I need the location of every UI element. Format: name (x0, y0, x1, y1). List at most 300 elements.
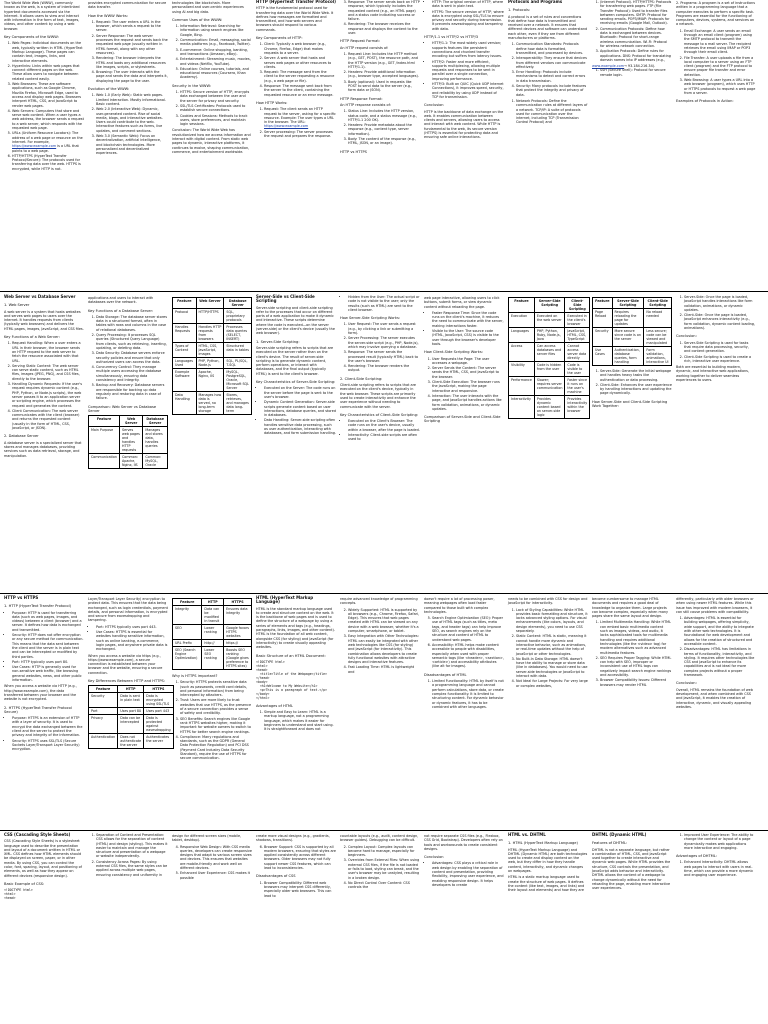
table-header: HTTP (118, 686, 144, 693)
panel-r1-c8 (592, 0, 672, 290)
paragraph: An HTTP response consists of: (340, 102, 391, 107)
list-item: 1. Communication Standards: Protocols define how data is formatted, transmitted, and processed by devices. (516, 42, 588, 55)
paragraph: web page interactive, allowing users to click buttons, submit forms, or view dynamic content without reloading the page. (424, 296, 500, 309)
item-list (508, 42, 588, 97)
panel-http-versions (424, 0, 504, 290)
item-list (676, 29, 756, 95)
http-https-list (424, 0, 504, 31)
list-item: 1. Status Line: Includes the HTTP version, status code, and a status message (e.g., HTTP/1.1 200 OK). (348, 109, 420, 122)
table-row (173, 625, 252, 640)
css-disadvantages-title: Disadvantages of CSS (256, 874, 296, 879)
table-cell: Lower ranking (202, 625, 224, 640)
table-row (173, 606, 252, 625)
panel-www (4, 0, 84, 290)
list-item: 3. Handling Dynamic Requests: If the user's request requires dynamic content (e.g., PHP, Python, or Node.js scripts), the web server passes it to an application server or scripting engine, which processes the request and generates the content. (12, 382, 84, 408)
list-item: 2. Communication Protocols: Define how data is exchanged between devices. Bluetooth: Protocol for short-range wireless communication. Wi-Fi: Protocol for wireless network connection. (600, 27, 672, 48)
server-side-works-title: How Server-Side Scripting Works: (340, 316, 401, 321)
database-server-title: 2. Database Server (4, 434, 39, 439)
table-cell: Example Software (173, 369, 197, 392)
list-item: 1. User Requests the Page: The user accesses a webpage. (432, 357, 504, 366)
section-css-dhtml (0, 833, 768, 1024)
list-item: 2. Serving Static Content: The web server can serve static content, such as HTML files, images (JPEG, PNG), and CSS files, directly to the browser. (12, 364, 84, 381)
list-item: 1. Browser Compatibility: Different web browsers may interpret CSS differently, especially older web browsers. This can lead to (264, 881, 336, 898)
list-item: • Use Cases: HTTP is generally used for non-sensitive web traffic, like browsing general websites, news, and other public information. (12, 665, 84, 682)
client-side-intro: Client-side scripting refers to scripts that are executed on the client's device, typically in the web browser. These scripts are primarily used to create interactivity and enhance the user experience without needing to communicate with the server. (340, 383, 416, 409)
table-cell: Integrity (173, 606, 202, 625)
table-header: Feature (89, 416, 120, 427)
paragraph: doesn't require a lot of processing power, meaning webpages often load faster compared to those built with complex technologies. (424, 597, 495, 614)
list-item: 3. Error Handling: Protocols include mechanisms to detect and correct errors in data transmission. (516, 70, 588, 83)
panel-www-uses (172, 0, 252, 290)
list-item: 2. File Transfer: A user uploads a file from a local computer to a server using an FTP client (program) and the FTP protocol to ensure proper file transfer and error detection. (684, 56, 756, 77)
http-https-title: HTTP vs HTTPS (4, 595, 39, 600)
list-item: 2. SEO Requires Proper Tagging: While HTML can help with SEO, improper or inconsistent use of HTML tags can negatively impact search engine rankings and accessibility. (600, 656, 672, 677)
client-side-works-title: How Client-Side Scripting Works: (424, 350, 483, 355)
database-server-intro: A database server is a specialized server that stores and manages databases, providing services such as data retrieval, storage, and manipulation. (4, 440, 82, 458)
example-url-link[interactable]: https://www.example.com (12, 144, 57, 149)
table-header: Feature (593, 298, 613, 309)
paragraph: HTML is a static markup language used to create the structure of web pages. It defines the content (like text, images, and links) and their layout and elements) and how they are (508, 875, 585, 893)
table-cell: Ensures data integrity (224, 606, 252, 625)
css-example-title: Basic Example of CSS: (4, 881, 45, 886)
paragraph: technologies like blockchain. More personalized and user-centric experiences using AI and big data. (172, 1, 244, 14)
list-item: 3. Data Security: Database servers enforce security policies and ensure that only authorized users can access the data. (96, 351, 168, 364)
list-item: 1. Advantages: HTML is essential for building webpages, offering simplicity, wide support, and the ability to integrate with other web technologies. It is foundational for web development and allows for the creation of structured and accessible content. (684, 616, 756, 646)
section-title: HTML vs. DHTML (508, 832, 546, 837)
list-item: 3. SEO Benefits: Search engines like Google rank HTTPS websites higher, making it important for website owners to switch to HTTPS for better search engine rankings. (180, 717, 252, 734)
list-item: 2. Client-Side: Once the page is loaded, JavaScript enhances interactivity (e.g., form validation, dynamic content loading, animations). (684, 313, 756, 330)
paragraph: When you access a website via HTTP (e.g., http://www.example.com), the data transferred between your browser and the website is not encrypted. (4, 684, 77, 702)
list-item: 4. No Direct Control Over Content: CSS controls the (348, 881, 420, 890)
table-row (89, 693, 174, 708)
list-item: 3. Browser Compatibility Issues: Different browsers may render HTML (600, 678, 672, 687)
list-item: • Security: HTTP does not offer encryption or any secure method for communication. This means that the data sent between the client and the server is in plain text and can be intercepted or modified by third parties. (12, 633, 84, 659)
panel-r4-c8 (592, 833, 672, 1024)
list-item: 6. Browser Support: CSS is supported by all modern browsers, ensuring that styles are applied consistently across different browsers. Older browsers may not fully support newer CSS features, which can lead to inconsistencies. (264, 845, 336, 871)
subsection-title: Advantages of DHTML: (676, 854, 717, 859)
table-header: Feature (509, 298, 535, 313)
table-header: HTTPS (144, 686, 173, 693)
item-list (676, 833, 756, 850)
table-header: Server-Side Scripting (534, 298, 564, 313)
html-structure-title: Basic Structure of an HTML Document: (256, 653, 326, 658)
www-evolution-title: Evolution of the WWW: (88, 87, 130, 92)
www-components-list (4, 41, 84, 171)
list-item: 2. Headers: Provide additional information (e.g., browser type, accepted languages). (348, 70, 420, 79)
http-response-parts (340, 109, 420, 145)
table-cell: SEO (173, 625, 202, 640)
table-cell: Common: MySQL, Oracle (143, 454, 168, 469)
html-advantages-list (256, 710, 336, 731)
list-item: 3. E-commerce: Online shopping, banking, and transactions (Amazon, eBay). (180, 48, 252, 57)
list-item: 2. Server Processing: The server executes the server-side script (e.g., PHP, Node.js), which may involve querying a database. (348, 336, 420, 349)
table-cell: Data can be modified in transit (202, 606, 224, 625)
subsection-title: Examples of Protocols in Action: (676, 99, 734, 104)
list-item: 3. No Built-In Data Storage: HTML doesn't have the ability to manage or store data (like in databases). You would need to use server-side technologies or JavaScript to interact with data. (516, 657, 588, 678)
list-item: 4. Responsive Web Design: With CSS media queries, developers can create responsive designs that adapt to various screen sizes and devices. This ensures that websites are mobile-friendly and work well on different devices. (180, 845, 252, 871)
http-versions-list (424, 41, 504, 99)
list-item: 3. Client-Side Execution: The browser runs the JavaScript, making the page interactive and responsive. (432, 380, 504, 393)
www-conclusion: Conclusion: The World Wide Web has revolutionized how we access information and interact with digital content. From static web pages to dynamic, interactive platforms, it continues to evolve, shaping communication, commerce, and entertainment worldwide. (172, 128, 251, 154)
panel-css-disadvantages-continued (340, 833, 420, 1024)
list-item: 1. Email Exchange: A user sends an email through an email client (program) using the SMTP protocol to transmit the message to a mail server. The recipient retrieves the email using IMAP or POP3 through their email client. (684, 29, 756, 55)
list-item (12, 131, 84, 152)
web-server-intro: A web server is a system that hosts websites and serves web pages to users over the internet. It handles requests from clients (typically web browsers) and delivers the HTML pages, images, JavaScript, and CSS files. (4, 309, 84, 331)
item-list (676, 616, 756, 677)
css-conclusion-title: Conclusion (424, 855, 444, 860)
list-item (264, 107, 336, 128)
panel-http-formats (340, 0, 420, 290)
panel-css-disadvantages (256, 833, 336, 1024)
list-item: 1. Security: HTTPS protects sensitive data (such as passwords, credit card details, and personal information) from being intercepted by attackers. (180, 680, 252, 697)
html-advantages-continued (340, 608, 420, 674)
table-header: Client-Side Scripting (565, 298, 590, 313)
list-item-text: is a URL that points to a web page. (12, 144, 79, 153)
table-header: Web Server (196, 298, 224, 309)
client-side-characteristics-title: Key Characteristics of Client-Side Scripting: (340, 412, 419, 417)
table-cell: HTTP/HTTPS (196, 309, 224, 324)
table-cell: More secure since code is on the server (612, 328, 644, 347)
table-cell: Less secure; code can be viewed and manipulated (644, 328, 672, 347)
list-item: 2. Complex Layout: Complex layouts can become hard to manage, especially for beginners. (348, 845, 420, 858)
example-url-link[interactable]: https://www.example.com (264, 124, 309, 129)
panel-css-conclusion (424, 833, 504, 1024)
http-steps-continued (340, 0, 420, 35)
paragraph: provides encrypted communication for secure data transfer. (88, 1, 167, 10)
paragraph: DHTML is not a separate language, but rather a combination of HTML, CSS, and JavaScript used together to create interactive and dynamic web pages. While HTML provides the structure, CSS controls the presentation, and JavaScript adds behavior and interactivity. DHTML allows the content of a webpage to change dynamically without the need for reloading the page, enabling more interactive user experiences. (592, 847, 671, 891)
table-cell: SQL, PL/SQL, T-SQL (224, 358, 252, 369)
conclusion: Both are essential to building modern, dynamic, and interactive web applications, working together to deliver seamless experiences to users. (676, 365, 750, 383)
list-item: 5. Education: Online courses, tutorials, and educational resources (Coursera, Khan Academy). (180, 67, 252, 80)
list-item: 1. Data Storage: The database server stores data in a structured format, often in tables with rows and columns in the case of relational databases. (96, 315, 168, 332)
list-item: 4. Compliance: Many regulations and standards, such as the GDPR (General Data Protection Regulation) and PCI DSS (Payment Card Industry Data Security Standard), require the use of HTTPS for secure communication. (180, 735, 252, 761)
list-item: 3. Overrides from External Files: When using external CSS files, if the file is not loaded or fails to load, styling can break, and the user's browser may be unstyled, resulting in a broken design. (348, 858, 420, 879)
item-list (592, 0, 672, 62)
www-components-title: Key Components of the WWW: (4, 35, 59, 40)
table-cell: Data is encrypted using SSL/TLS (144, 693, 173, 708)
table-cell: Executed in the client's browser (565, 313, 590, 328)
panel-html-advantages (340, 596, 420, 830)
list-item: 3. Body: The content of the response (e.g., HTML, JSON, or an image). (348, 137, 420, 146)
html-advantages-title: Advantages of HTML (256, 703, 294, 708)
table-cell: Provides dynamic content based on server-side logic (534, 396, 564, 419)
list-item: 5. Search Engine Optimization (SEO): Proper use of HTML tags (such as titles, meta tags, and header tags) can help improve SEO, as search engines rely on the structure and content of HTML to understand web pages. (432, 616, 504, 642)
table-cell: Does not authenticate the server (118, 734, 144, 749)
http-components-list (256, 42, 336, 97)
table-cell: Handles HTTP requests from browsers (196, 324, 224, 343)
list-item: 1. Server-Side: Once the page is loaded, JavaScript handles interactions like form validation, animations, or dynamic updates. (684, 295, 756, 312)
table-cell: Manages how data is served, no long-term storage (196, 392, 224, 415)
table-cell: SEO (Search Engine Optimization) (173, 647, 202, 670)
table-cell: Performance (509, 377, 535, 396)
table-header: Web Server (120, 416, 143, 427)
http-title: HTTP (HyperText Transfer Protocol) (256, 0, 336, 4)
table-cell: Code is visible to the user (565, 362, 590, 377)
list-item: • Purpose: HTTP is used for transferring data (such as web pages, images, and videos) between a client (browser) and a server. It defines how data is exchanged and transmitted. (12, 611, 84, 632)
http-request-format-title: HTTP Request Format: (340, 39, 380, 44)
panel-r4-c9 (676, 833, 756, 1024)
list-item: • Executed on the Server: The code runs on the server before the page is sent to the user's browser. (264, 386, 336, 399)
table-header: Feature (89, 686, 118, 693)
paragraph: When you access a website via https (e.g., https://www.example.com), a secure connection is established between your browser and the website, ensuring a secure connection. (88, 653, 163, 675)
list-item: 4. Interaction: The user interacts with the page, and JavaScript handles actions like form validation, animations, or dynamic updates. (432, 394, 504, 411)
scripting-title: Server-Side vs Client-Side Scripting (256, 294, 315, 304)
list-item: 1. SSH (Secure Shell): Protocol for secure remote login. (600, 68, 672, 77)
list-item-text: Request: The client sends an HTTP request to the server, asking for a specific resource. Example: The user types a URL in the browser. The URL: (264, 107, 336, 125)
list-item: 3. Easy Integration with Other Technologies: HTML can easily be integrated with other web technologies like CSS (for styling) and JavaScript (for interactivity). This combination allows developers to create fully functional websites with attractive designs and interactive features. (348, 634, 420, 664)
list-item: 1. Web 1.0 (Early Web): Static web pages. Limited interaction. Mostly informational. Basic content. (96, 93, 168, 106)
conclusion: Overall, HTML remains the foundation of web development, and when combined with CSS and JavaScript, it enables the creation of interactive, dynamic, and visually appealing websites. (676, 687, 753, 709)
http-vs-https-title: HTTP vs HTTPS (340, 149, 367, 154)
list-item: 1. Limited Functionality: HTML by itself is not a programming language and cannot perform calculations, store data, or create complex functionality. It is limited to structuring content. For dynamic behavior or dynamic features, it has to be combined with other languages. (432, 679, 504, 709)
table-cell: PHP, Python, Ruby, Node.js, Java (534, 328, 564, 343)
section-scripting-comparison (0, 295, 768, 595)
list-item: • Dynamic Content Generation: Server-side scripts generate content based on user interactions, database queries, and stored in databases. (264, 400, 336, 417)
table-cell: Lower SEO ranking (202, 647, 224, 670)
table-header: Database Server (224, 298, 252, 309)
panel-html-disadvantages (424, 596, 504, 830)
list-item: 1. Request Handling: When a user enters a URL in their browser, the browser sends an HTTP request to the web server to fetch the resource associated with that URL. (12, 341, 84, 362)
list-item: 4. Client Communication: The web server communicates with the client (browser) and returns the requested content (usually in the form of HTML, CSS, JavaScript, or JSON). (12, 409, 84, 430)
css-advantages-list (88, 833, 168, 877)
list-item: 2. Client-Side: Enhances the user experience by handling interactions and updating the page dynamically. (600, 383, 672, 396)
table-row (173, 640, 252, 647)
panel-https-importance (172, 596, 252, 830)
list-item: 2. Widely Supported: HTML is supported by all browsers (e.g., Chrome, Firefox, Safari, Edge). This ensures that web pages created with HTML can be viewed on any device with a web browser, whether it's a computer, smartphone, or tablet. (348, 608, 420, 634)
list-item: 1. Limited Multimedia Handling: While HTML can embed basic multimedia content such as images, videos, and audio, it lacks sophisticated tools for multimedia handling and requires additional technologies (like the <video> tag) for modern alternatives such as advanced multimedia features. (600, 620, 672, 654)
panel-r3-c8 (592, 596, 672, 830)
list-item: 3. Response: The server sends the processed result (typically HTML) back to the user's browser. (348, 350, 420, 363)
list-item: 3. Cookies and Sessions: Methods to track users, store preferences, and maintain login sessions. (180, 114, 252, 127)
list-item: 2. Hyperlinks: Links within web pages that connect different pages on the web. These allow users to navigate between related content easily. (12, 64, 84, 81)
table-cell: Common: Apache, Nginx, IIS (120, 454, 143, 469)
list-item: • Visible to the User: The source code (HTML, JavaScript, CSS) is visible to the user through the browser's developer tools. (432, 329, 504, 346)
list-item: 2. Server processing: The server processes the request and prepares the response. (264, 130, 336, 139)
table-cell: Stores, retrieves, and manages data long-term (224, 392, 252, 415)
list-item: 2. SSL/TLS Certificates: Protocols used to establish secure connections. (180, 104, 252, 113)
section-https-html (0, 596, 768, 830)
html-disadvantages-title: Disadvantages of HTML (424, 672, 467, 677)
table-cell: Languages Used (173, 358, 197, 369)
table-header: HTTP (202, 599, 224, 606)
panel-r1-c7 (508, 0, 588, 290)
https-points-list (4, 716, 84, 751)
list-item: 3. Application Protocols: Define rules for applications. DNS: Protocol for translating domain names into IP addresses (e.g., (600, 49, 672, 62)
table-cell: Protocol (173, 309, 197, 324)
table-cell: Interactivity (509, 396, 535, 419)
http-versions-title: HTTP/1.1 vs HTTP/2 vs HTTP/3 (424, 35, 479, 40)
list-item: • Advantages: CSS plays a critical role in web design by enabling the separation of content and presentation, providing flexibility, improving user experience, and enabling responsive design. It helps developers to create (432, 861, 504, 887)
subsection-title: How Server-Side and Client-Side Scripting Work Together: (592, 399, 668, 409)
list-item: 2. Static Content: HTML is static, meaning it cannot handle more dynamic and interactive behavior, such as animations, or real-time updates without the help of JavaScript or other technologies. (516, 634, 588, 655)
table-cell: Uses port 443 (144, 708, 173, 715)
list-item: 2. Server: A web server that hosts and serves web pages or other resources to clients. (264, 56, 336, 69)
table-header: Database Server (143, 416, 168, 427)
client-side-title: 2. Client-Side Scripting: (340, 376, 383, 381)
www-evolution-list (88, 93, 168, 155)
table-cell: Data can be intercepted (118, 715, 144, 734)
list-item: • HTTP/3: Built on QUIC (Quick UDP Internet Connections), it improves speed, security, and reliability by using UDP instead of TCP for transmission. (432, 82, 504, 99)
list-item: 2. Disadvantages: HTML has limitations in terms of functionality, interactivity, and styling. It requires other technologies like CSS and JavaScript to enhance its capabilities and is not ideal for more complex projects without a proper framework. (684, 647, 756, 677)
list-item: 2. Interoperability: They ensure that devices from different vendors can communicate effectively. (516, 56, 588, 69)
css-title: CSS (Cascading Style Sheets) (4, 832, 71, 837)
https-points-continued (88, 625, 168, 652)
table-cell: URL Prefix (173, 640, 202, 647)
table-row (173, 599, 252, 606)
panel-https-differences (88, 596, 171, 830)
table-row (89, 686, 174, 693)
table-cell: Security (593, 328, 613, 347)
paragraph: applications and users to interact with databases over the network. (88, 296, 154, 305)
list-item: 3. Request: The message sent from the client to the server requesting a resource (e.g., a web page or file). (264, 70, 336, 83)
table-cell: http:// (202, 640, 224, 647)
item-list (592, 620, 672, 686)
subsection-title: 1. HTML (HyperText Markup Language) (508, 841, 578, 846)
list-item: 1. Lack of Styling Capabilities: While HTML provides basic formatting and structure, it lacks advanced styling options. For visual enhancements (like colors, layouts, and design elements), you need to use CSS separately. (516, 608, 588, 634)
table-header: Feature (173, 599, 202, 606)
paragraph: differently, particularly with older browsers or when using newer HTML features. While this issue has improved with modern browsers, it can still cause problems with compatibility. (676, 597, 754, 614)
table-cell: Processes data queries (SELECT, INSERT) (224, 324, 252, 343)
table-cell: Privacy (89, 715, 118, 734)
table-cell: Apache, Nginx, IIS (196, 369, 224, 392)
html-intro: HTML is the standard markup language used to create and structure content on the web. It is the backbone of web pages and is used to define the structure of a webpage by using a series of elements and tags (e.g., headings, paragraphs, links, images, and other content). HTML is the foundation of all web content, alongside CSS (for styling) and JavaScript (for interactivity) to create visually appealing websites. (256, 606, 335, 650)
html-title: HTML (HyperText Markup Language) (256, 595, 314, 605)
table-cell: Execution (509, 313, 535, 328)
subsection-title: 1. Protocols: (508, 8, 531, 13)
table-cell: Languages (509, 328, 535, 343)
http-intro: HTTP is the fundamental protocol used for transferring data over the World Wide Web. It defines how messages are formatted and transmitted, and how web servers and browsers should respond to various commands. (256, 6, 334, 32)
paragraph: not require separate CSS files (e.g., Flexbox, CSS Grid, Bootstrap). Developers often rely on tools and workarounds to create consistent designs. (424, 834, 503, 851)
table-cell: Authentication, database queries, form handling (612, 347, 644, 366)
section-divider (0, 830, 768, 831)
css-intro: CSS (Cascading Style Sheets) is a stylesheet language used to describe the presentation and layout of a document written in HTML or XML. CSS defines how HTML elements should be displayed on screen, paper, or in other media. By using CSS, you can control the color, font, spacing, layout, and positioning of elements, as well as how they appear on different devices (responsive design). (4, 839, 82, 878)
list-item: • HTTPS: The secure version of HTTP, where data is encrypted using SSL/TLS to ensure privacy and security during transmission. It prevents eavesdropping and tampering with data. (432, 10, 504, 31)
panel-css (4, 833, 84, 1024)
section-title: Protocols and Programs (508, 0, 563, 4)
https-importance-list (172, 680, 252, 760)
css-code-sample: <!DOCTYPE html> <html> <head> (4, 888, 33, 901)
list-item: 1. Server-Side Scripting is used for tasks that require data processing, security, and content generation. (684, 341, 756, 354)
table-header: Client-Side Scripting (644, 298, 672, 309)
list-item: • Port: HTTPS typically uses port 443. (96, 625, 168, 629)
list-item: 4. Web Servers: Computers that store and serve web content. When a user types a web address, the browser sends a request to a web server, which responds with the requested web page. (12, 109, 84, 130)
table-cell: Google favors HTTPS websites (224, 625, 252, 640)
list-item: 2. Client-Side Scripting is used to create a rich, interactive user experience. (684, 355, 756, 364)
html-disadvantages-list (424, 679, 504, 709)
http-conclusion-title: Conclusion (424, 103, 444, 108)
table-cell: Use Cases (593, 347, 613, 366)
paragraph: HTML (HyperText Markup Language) and DHTML (Dynamic HTML) are both technologies used to create and display content on the web, but they differ in how they handle content, interactivity, and dynamic changes on webpages. (508, 847, 588, 874)
table-cell: Structured data in tables (224, 343, 252, 358)
table-cell: Communication (89, 454, 120, 469)
list-item: 6. Accessibility: HTML helps make content accessible to people with disabilities, especially when used with proper semantic tags (like <header>, <section>, <article>) and accessibility attributes (like alt for images). (432, 643, 504, 669)
server-comparison-title: Comparison: Web Server vs Database Server (88, 404, 157, 413)
table-header: Feature (173, 298, 197, 309)
subsection-title: Conclusion: (676, 334, 697, 339)
database-functions-title: Key Functions of a Database Server: (88, 308, 154, 313)
list-item: 4. Not Ideal for Large Projects: For very large or complex websites, (516, 679, 588, 688)
item-list (508, 99, 588, 125)
list-item: 3. Web 3.0 (Semantic Web): Focus on decentralization, artificial intelligence, and blockchain technologies. More personalized and decentralized experiences. (96, 134, 168, 155)
table-cell: Port (89, 708, 118, 715)
list-item: 1. Simple and Easy to Learn: HTML is a markup language, not a programming language, which makes it easier for beginners to understand and start using. It is straightforward and does not (264, 710, 336, 731)
table-cell: Code is hidden from the user (534, 362, 564, 377)
subsection-title: Conclusion: (676, 681, 697, 686)
list-item: 1. Server-Side: Generate the initial webpage and handles heavy tasks like authentication or data processing. (600, 369, 672, 382)
panel-r1-c9 (676, 0, 756, 290)
css-disadvantages-list (256, 881, 336, 898)
table-cell: No reload needed (644, 309, 672, 328)
list-item: 5. Backup and Recovery: Database servers are responsible for backing up data regularly and restoring data in case of failure. (96, 383, 168, 400)
http-https-table (88, 685, 174, 749)
list-item: 4. Response: The message sent back from the server to the client, containing the requested resource or an error message. (264, 84, 336, 97)
css-advantages-continued (256, 845, 336, 871)
how-www-works-list (88, 20, 168, 83)
list-item: 1. Client: Typically a web browser (e.g., Chrome, Firefox, Edge) that makes requests to a server. (264, 42, 336, 55)
panel-css-advantages (88, 833, 168, 1024)
list-item: 1. User Request: The user sends a request (e.g., by clicking a link or submitting a form). (348, 322, 420, 335)
panel-www-works (88, 0, 168, 290)
list-item: • HTTP/2: Faster and more efficient, supports multiplexing, allowing multiple requests and responses to be sent in parallel over a single connection, improving performance. (432, 60, 504, 81)
www-intro: The World Wide Web (WWW), commonly known as the web, is a system of interlinked hypertext documents accessed via the Internet. It allows users to view and interact with information in the form of text, images, videos, and other content by using a web browser. (4, 1, 80, 31)
list-item: • Data Handling: Server-side scripting often handles sensitive data processing, such as user authentication, interacting with databases, and form submission handling. (264, 418, 336, 435)
table-cell: MySQL, PostgreSQL, Oracle, Microsoft SQL Server (224, 369, 252, 392)
section-www-http-protocols (0, 0, 768, 290)
www-uses-title: Common Uses of the WWW: (172, 17, 223, 22)
http-section-title: 1. HTTP (HyperText Transfer Protocol) (4, 604, 71, 609)
panel-r3-c9 (676, 596, 756, 830)
item-list (592, 68, 672, 77)
list-item: 4. Rendering: The browser receives the response and displays the content to the user. (348, 22, 420, 35)
how-www-works-title: How the WWW Works: (88, 13, 129, 18)
list-item: • Use Cases: HTTPS is essential for websites handling sensitive information, such as online banking, e-commerce, login pages, and anywhere private data is exchanged. (96, 630, 168, 651)
web-server-functions-title: Key Functions of a Web Server: (4, 335, 60, 340)
table-cell: Types of Content (173, 343, 197, 358)
list-item: 4. Browsing: The user interacts with the page and sends the data and interprets it, displaying the page to the user. (96, 70, 168, 83)
panel-css-responsive (172, 833, 252, 1024)
list-item: 2. Server Sends the Content: The server sends the HTML, CSS, and JavaScript to the browser. (432, 366, 504, 379)
table-cell: Boosts SEO ranking (Google gives preference to HTTPS sites) (224, 647, 252, 670)
list-item: • Purpose: HTTPS is an extension of HTTP with a layer of security. It is used to encrypt the data exchanged between the client and the server to protect the privacy and integrity of the information. (12, 716, 84, 737)
list-item: 3. Rendering: The browser interprets the HTML and loads any additional resources like images, scripts, or stylesheets. (96, 56, 168, 69)
list-item: 1. Network Protocols: Define the communication rules at different layers of a network. TCP/IP: A suite of protocols used for communication over the internet, including TCP (Transmission Control Protocol) and (516, 99, 588, 125)
table-cell: Data is sent in plain text (118, 693, 144, 708)
example-url-link[interactable]: www.example.com (592, 64, 624, 69)
server-side-intro: Server-side scripting refers to scripts that are executed on the server rather than on the client's device. The result of server-side scripting is to generate dynamic content, perform operations, or interact with databases, and the final output (typically HTML) is sent to the client's browser. (256, 345, 334, 376)
table-cell: Authentication (89, 734, 118, 749)
list-item: 2. Communication: Email, messaging, social media platforms (e.g., Facebook, Twitter). (180, 38, 252, 47)
list-item: 2. Server Response: The web server processes the request and sends back the requested web page (usually written in HTML format, along with any other resources). (96, 34, 168, 55)
table-cell: Main Purpose (89, 427, 120, 454)
list-item: 6. HTTP/HTTPS (HyperText Transfer Protocol/Secure): The protocols used for transferring data over the web. HTTPS is encrypted, while HTTP is not. (12, 154, 84, 171)
www-security-title: Security in the WWW: (172, 83, 212, 88)
list-item: • Port: HTTP typically uses port 80. (12, 660, 84, 664)
item-list (676, 860, 756, 877)
list-item: 1. Request: The user enters a URL in the browser, which sends a request to the server. (96, 20, 168, 33)
https-importance-title: Why is HTTPS important? (172, 674, 218, 678)
http-components-title: Key Components of HTTP: (256, 36, 303, 41)
paragraph: create more visual designs (e.g., gradients, shadows, transitions). (256, 834, 330, 843)
list-item: 1. HTTPS: Secure version of HTTP, encrypts data exchanged between the user and the server for privacy and security. (180, 90, 252, 103)
item-list (508, 608, 588, 688)
table-cell: SQL, proprietary protocols (224, 309, 252, 324)
paragraph: 2. Programs: A program is a set of instructions written in a programming language that a computer executes to perform a specific task. Programs are essential for the functioning of computers, devices, systems, and services on a network. (676, 1, 755, 27)
table-cell: Authenticates the server (144, 734, 173, 749)
table-cell: PHP, Python, Node.js (196, 358, 224, 369)
panel-html (256, 596, 336, 830)
table-row (173, 647, 252, 670)
paragraph: Layer/Transport Layer Security) encryption to protect data. This ensures that the data being exchanged, such as login credentials, payment details, and personal information, is encrypted and secure from eavesdropping and tampering. (88, 597, 168, 623)
